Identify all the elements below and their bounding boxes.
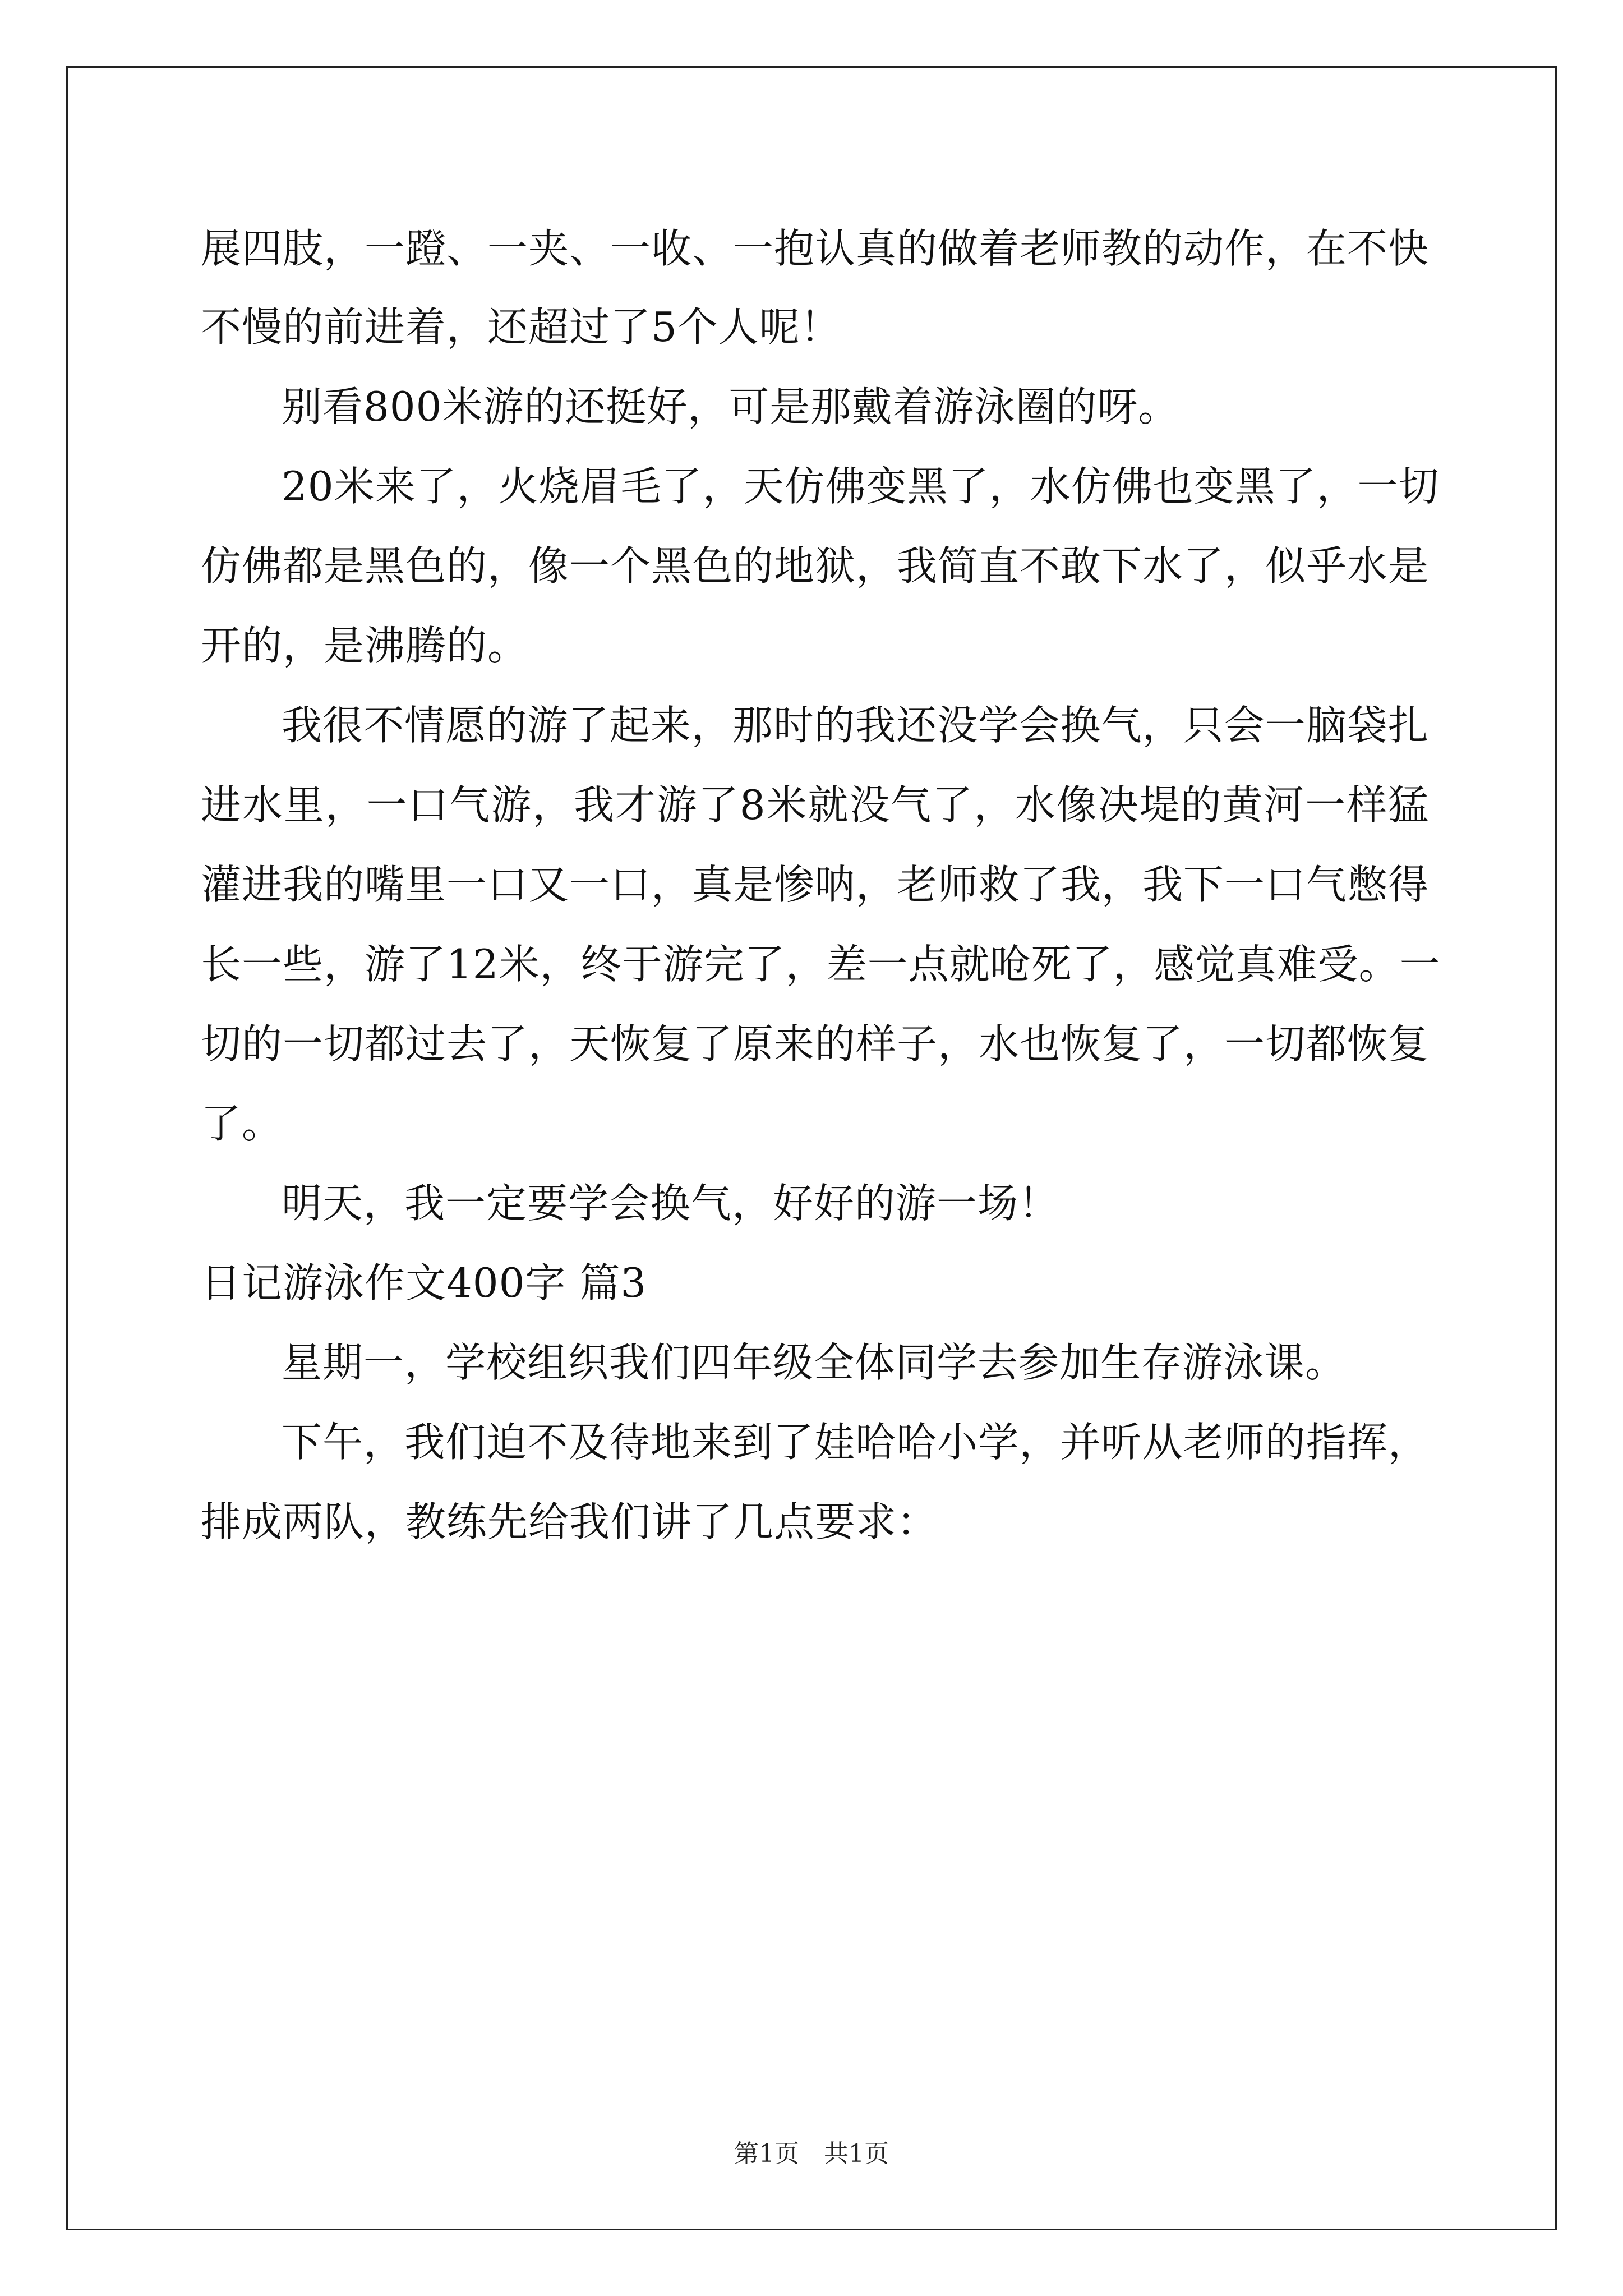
text-line: 长一些，游了12米，终于游完了，差一点就呛死了，感觉真难受。一 [201, 941, 1441, 988]
text-line: 展四肢，一蹬、一夹、一收、一抱认真的做着老师教的动作，在不快 [201, 225, 1430, 272]
text-line: 我很不情愿的游了起来，那时的我还没学会换气，只会一脑袋扎 [282, 702, 1429, 749]
text-line: 别看800米游的还挺好，可是那戴着游泳圈的呀。 [282, 383, 1179, 430]
text-line: 灌进我的嘴里一口又一口，真是惨呐，老师救了我，我下一口气憋得 [201, 861, 1430, 908]
text-line: 20米来了，火烧眉毛了，天仿佛变黑了，水仿佛也变黑了，一切 [282, 463, 1440, 510]
text-line: 仿佛都是黑色的，像一个黑色的地狱，我简直不敢下水了，似乎水是 [201, 542, 1430, 590]
text-line: 切的一切都过去了，天恢复了原来的样子，水也恢复了，一切都恢复 [201, 1020, 1430, 1068]
section-heading: 日记游泳作文400字 篇3 [201, 1259, 647, 1306]
text-line: 进水里，一口气游，我才游了8米就没气了，水像决堤的黄河一样猛 [201, 781, 1429, 829]
text-line: 排成两队，教练先给我们讲了几点要求： [201, 1498, 938, 1545]
text-line: 不慢的前进着，还超过了5个人呢！ [201, 303, 841, 351]
text-line: 开的，是沸腾的。 [201, 622, 529, 669]
text-line: 了。 [201, 1100, 283, 1147]
text-line: 星期一，学校组织我们四年级全体同学去参加生存游泳课。 [282, 1339, 1347, 1386]
text-line: 明天，我一定要学会换气，好好的游一场！ [282, 1180, 1060, 1227]
text-line: 下午，我们迫不及待地来到了娃哈哈小学，并听从老师的指挥， [282, 1419, 1429, 1466]
page-number-footer: 第1页 共1页 [734, 2139, 889, 2168]
